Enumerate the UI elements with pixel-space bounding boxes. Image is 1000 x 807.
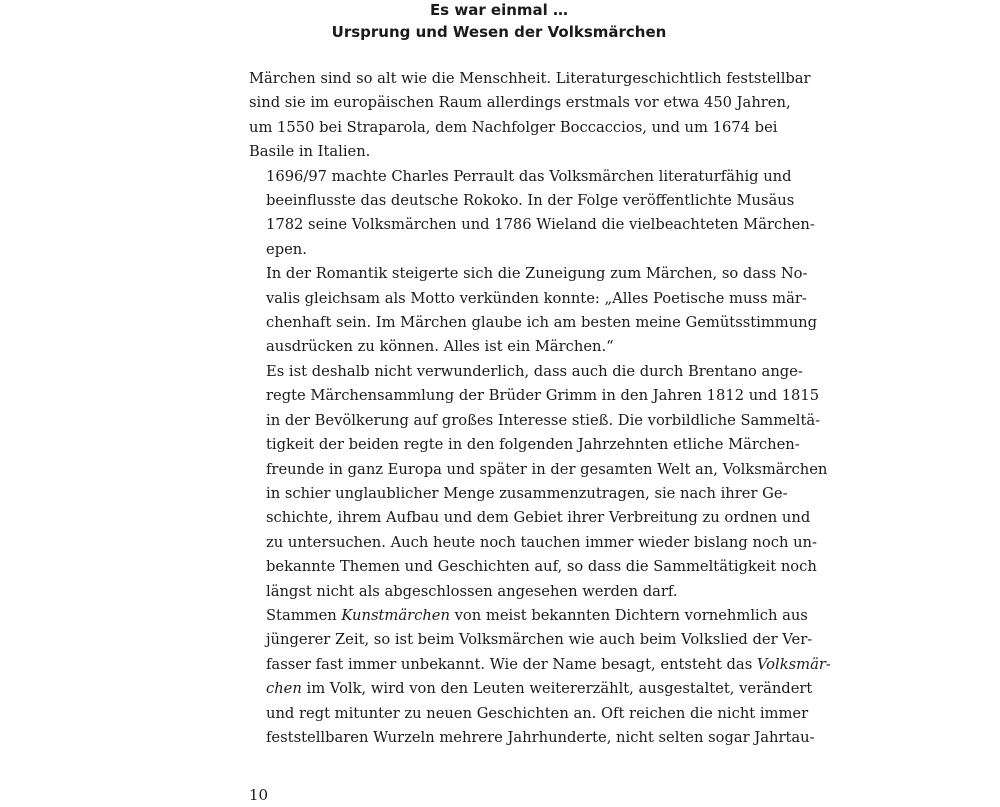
text-line: um 1550 bei Straparola, dem Nachfolger Boccaccios, und um 1674 bei: [249, 118, 778, 136]
text-line: bekannte Themen und Geschichten auf, so dass die Sammeltätigkeit noch: [266, 558, 817, 576]
emphasis-volksmaerchen-cont: chen: [266, 680, 302, 698]
text-line: und regt mitunter zu neuen Geschichten an. Oft reichen die nicht immer: [266, 704, 809, 722]
text-line: zu untersuchen. Auch heute noch tauchen immer wieder bislang noch un-: [266, 533, 817, 551]
chapter-title: Es war einmal …: [429, 1, 569, 19]
text-line: jüngerer Zeit, so ist beim Volksmärchen wie auch beim Volkslied der Ver-: [266, 631, 813, 649]
text-line: In der Romantik steigerte sich die Zuneigung zum Märchen, so dass No-: [266, 265, 808, 283]
text-line: Es ist deshalb nicht verwunderlich, dass auch die durch Brentano ange-: [266, 362, 803, 380]
text-line: in der Bevölkerung auf großes Interesse stieß. Die vorbildliche Sammeltä-: [266, 411, 821, 429]
chapter-subtitle: Ursprung und Wesen der Volksmärchen: [331, 23, 667, 41]
text-line: epen.: [266, 240, 307, 258]
text-line: 1696/97 machte Charles Perrault das Volksmärchen literaturfähig und: [266, 167, 792, 185]
text-line: [249, 653, 831, 677]
text-run: im Volk, wird von den Leuten weitererzählt, ausgestaltet, verändert: [301, 680, 813, 698]
text-run: von meist bekannten Dichtern vornehmlich aus: [449, 606, 808, 624]
text-line: beeinflusste das deutsche Rokoko. In der Folge veröffentlichte Musäus: [266, 192, 795, 210]
text-line: freunde in ganz Europa und später in der gesamten Welt an, Volksmärchen: [266, 460, 828, 478]
text-line: Basile in Italien.: [249, 143, 371, 161]
text-line: sind sie im europäischen Raum allerdings erstmals vor etwa 450 Jahren,: [249, 94, 791, 112]
text-line: schichte, ihrem Aufbau und dem Gebiet ihrer Verbreitung zu ordnen und: [266, 509, 811, 527]
text-run: Stammen: [266, 606, 342, 624]
body-text: [249, 67, 831, 750]
paragraph-5: [249, 604, 831, 750]
text-line: valis gleichsam als Motto verkünden konnte: „Alles Poetische muss mär-: [266, 289, 807, 307]
text-line: längst nicht als abgeschlossen angesehen werden darf.: [266, 582, 678, 600]
text-line: Märchen sind so alt wie die Menschheit. Literaturgeschichtlich feststellbar: [249, 70, 811, 87]
text-line: 1782 seine Volksmärchen und 1786 Wieland die vielbeachteten Märchen-: [266, 216, 815, 234]
text-line: tigkeit der beiden regte in den folgenden Jahrzehnten etliche Märchen-: [266, 436, 800, 454]
paragraph-3: [249, 262, 818, 360]
text-line: regte Märchensammlung der Brüder Grimm in den Jahren 1812 und 1815: [266, 387, 820, 405]
emphasis-kunstmaerchen: Kunstmärchen: [341, 606, 450, 624]
text-line: [249, 604, 808, 628]
paragraph-4: [249, 360, 828, 604]
text-line: feststellbaren Wurzeln mehrere Jahrhunderte, nicht selten sogar Jahrtau-: [266, 728, 815, 746]
paragraph-1: [249, 67, 811, 165]
paragraph-2: [249, 165, 815, 263]
text-run: fasser fast immer unbekannt. Wie der Name besagt, entsteht das: [266, 655, 757, 673]
text-line: in schier unglaublicher Menge zusammenzutragen, sie nach ihrer Ge-: [266, 484, 788, 502]
page-number: 10: [249, 786, 269, 804]
text-line: ausdrücken zu können. Alles ist ein Märchen.“: [266, 338, 614, 356]
emphasis-volksmaerchen: Volksmär-: [756, 655, 831, 673]
text-line: chenhaft sein. Im Märchen glaube ich am besten meine Gemütsstimmung: [266, 314, 818, 332]
text-line: [249, 677, 813, 701]
